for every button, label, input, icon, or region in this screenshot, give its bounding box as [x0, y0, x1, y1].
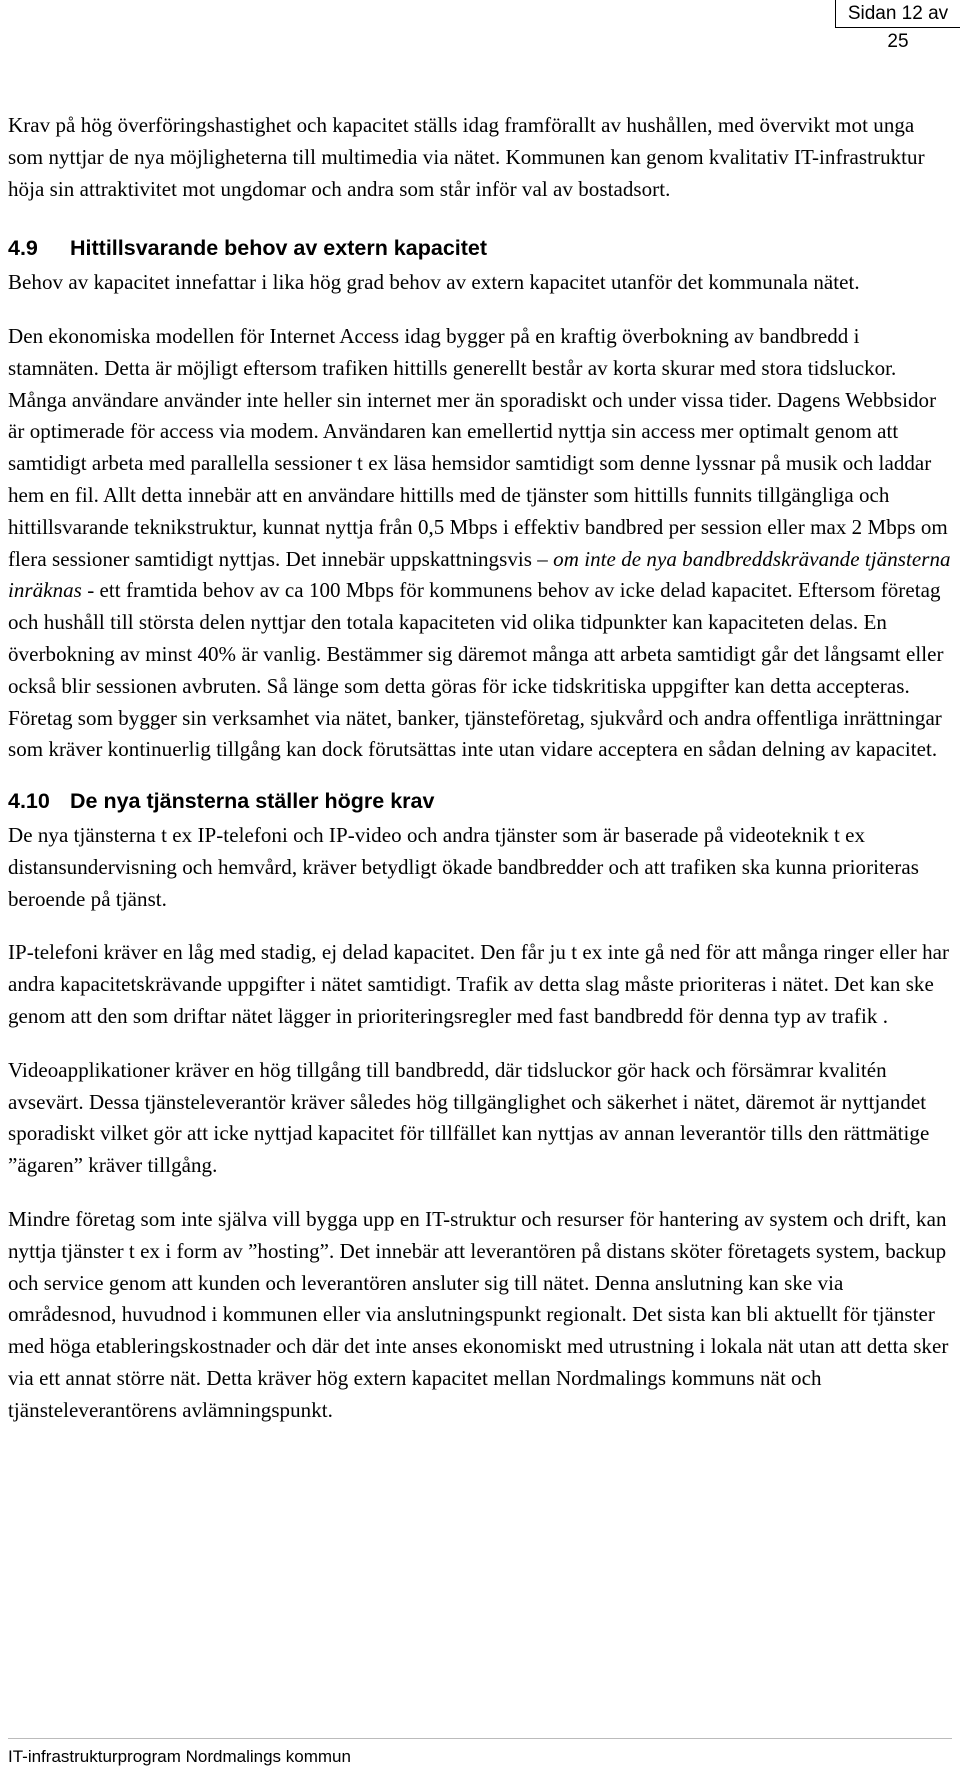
paragraph: [8, 321, 953, 766]
paragraph-text: - ett framtida behov av ca 100 Mbps för kommunens behov av icke delad kapacitet. Eftersom företag och hushåll till största delen nyttjar den totala kapaciteten vid olika tidpunkter kan kapaciteten delas. En överbokning av minst 40% är vanlig. Bestämmer sig däremot många att arbeta samtidigt går det långsamt eller också blir sessionen avbruten. Så länge som detta göras för icke tidskritiska uppgifter kan detta accepteras. Företag som bygger sin verksamhet via nätet, banker, tjänsteföretag, sjukvård och andra offentliga inrättningar som kräver kontinuerlig tillgång kan dock förutsättas inte utan vidare acceptera en sådan delning av kapacitet.: [8, 578, 944, 762]
italic-phrase: om inte de nya bandbreddskrävande tjänsterna inräknas: [8, 546, 951, 603]
section-heading-4-10: [8, 786, 953, 818]
page-footer: IT-infrastrukturprogram Nordmalings kommun: [8, 1747, 351, 1766]
paragraph: Mindre företag som inte själva vill bygga upp en IT-struktur och resurser för hantering av system och drift, kan nyttja tjänster t ex i form av ”hosting”. Det innebär att leverantören på distans sköter företagets system, backup och service genom att kunden och leverantören ansluter sig till nätet. Denna anslutning kan ske via områdesnod, huvudnod i kommunen eller via anslutningspunkt regionalt. Det sista kan bli aktuellt för tjänster med höga etableringskostnader och där det inte anses ekonomiskt med utrustning i lokala nät utan att detta sker via ett annat större nät. Detta kräver hög extern kapacitet mellan Nordmalings kommuns nät och tjänsteleverantörens avlämningspunkt.: [8, 1206, 949, 1422]
section-heading-4-9: [8, 233, 953, 265]
paragraph: De nya tjänsterna t ex IP-telefoni och IP-video och andra tjänster som är baserade på videoteknik t ex distansundervisning och hemvård, kräver betydligt ökade bandbredder och att trafiken ska kunna prioriteras beroende på tjänst.: [8, 822, 919, 911]
paragraph: IP-telefoni kräver en låg med stadig, ej delad kapacitet. Den får ju t ex inte gå ned för att många ringer eller har andra kapacitetskrävande uppgifter i nätet samtidigt. Trafik av detta slag måste prioriteras i nätet. Det kan ske genom att den som driftar nätet lägger in prioriteringsregler med fast bandbredd för denna typ av trafik .: [8, 940, 950, 1028]
paragraph-text: Den ekonomiska modellen för Internet Access idag bygger på en kraftig överbokning av bandbredd i stamnäten. Detta är möjligt eftersom trafiken hittills generellt består av korta skurar med stora tidsluckor. Många användare använder inte heller sin internet mer än sporadiskt och under vissa tider. Dagens Webbsidor är optimerade för access via modem. Användaren kan emellertid nyttja sin access mer optimalt genom att samtidigt arbeta med parallella sessioner t ex läsa hemsidor samtidigt som denne lyssnar på musik och laddar hem en fil. Allt detta innebär att en användare hittills med de tjänster som hittills funnits tillgängliga och hittillsvarande teknikstruktur, kunnat nyttja från 0,5 Mbps i effektiv bandbred per session eller max 2 Mbps om flera sessioner samtidigt nyttjas. Det innebär uppskattningsvis –: [8, 323, 948, 571]
paragraph: Behov av kapacitet innefattar i lika hög grad behov av extern kapacitet utanför det kommunala nätet.: [8, 270, 860, 295]
section-title: Hittillsvarande behov av extern kapacitet: [70, 236, 488, 261]
section-number: 4.10: [8, 789, 50, 814]
section-number: 4.9: [8, 236, 38, 261]
page-number: Sidan 12 av 25: [835, 0, 960, 28]
paragraph: Videoapplikationer kräver en hög tillgång till bandbredd, där tidsluckor gör hack och försämrar kvalitén avsevärt. Dessa tjänsteleverantör kräver således hög tillgänglighet och säkerhet i nätet, däremot är nyttjandet sporadiskt vilket gör att icke nyttjad kapacitet för tillfället kan nyttjas av annan leverantör tills den rättmätige ”ägaren” kräver tillgång.: [8, 1057, 930, 1178]
footer-divider: [8, 1738, 952, 1739]
section-title: De nya tjänsterna ställer högre krav: [70, 789, 435, 814]
intro-paragraph: Krav på hög överföringshastighet och kapacitet ställs idag framförallt av hushållen, med övervikt mot unga som nyttjar de nya möjligheterna till multimedia via nätet. Kommunen kan genom kvalitativ IT-infrastruktur höja sin attraktivitet mot ungdomar och andra som står inför val av bostadsort.: [8, 113, 925, 201]
document-body: [8, 110, 953, 1426]
